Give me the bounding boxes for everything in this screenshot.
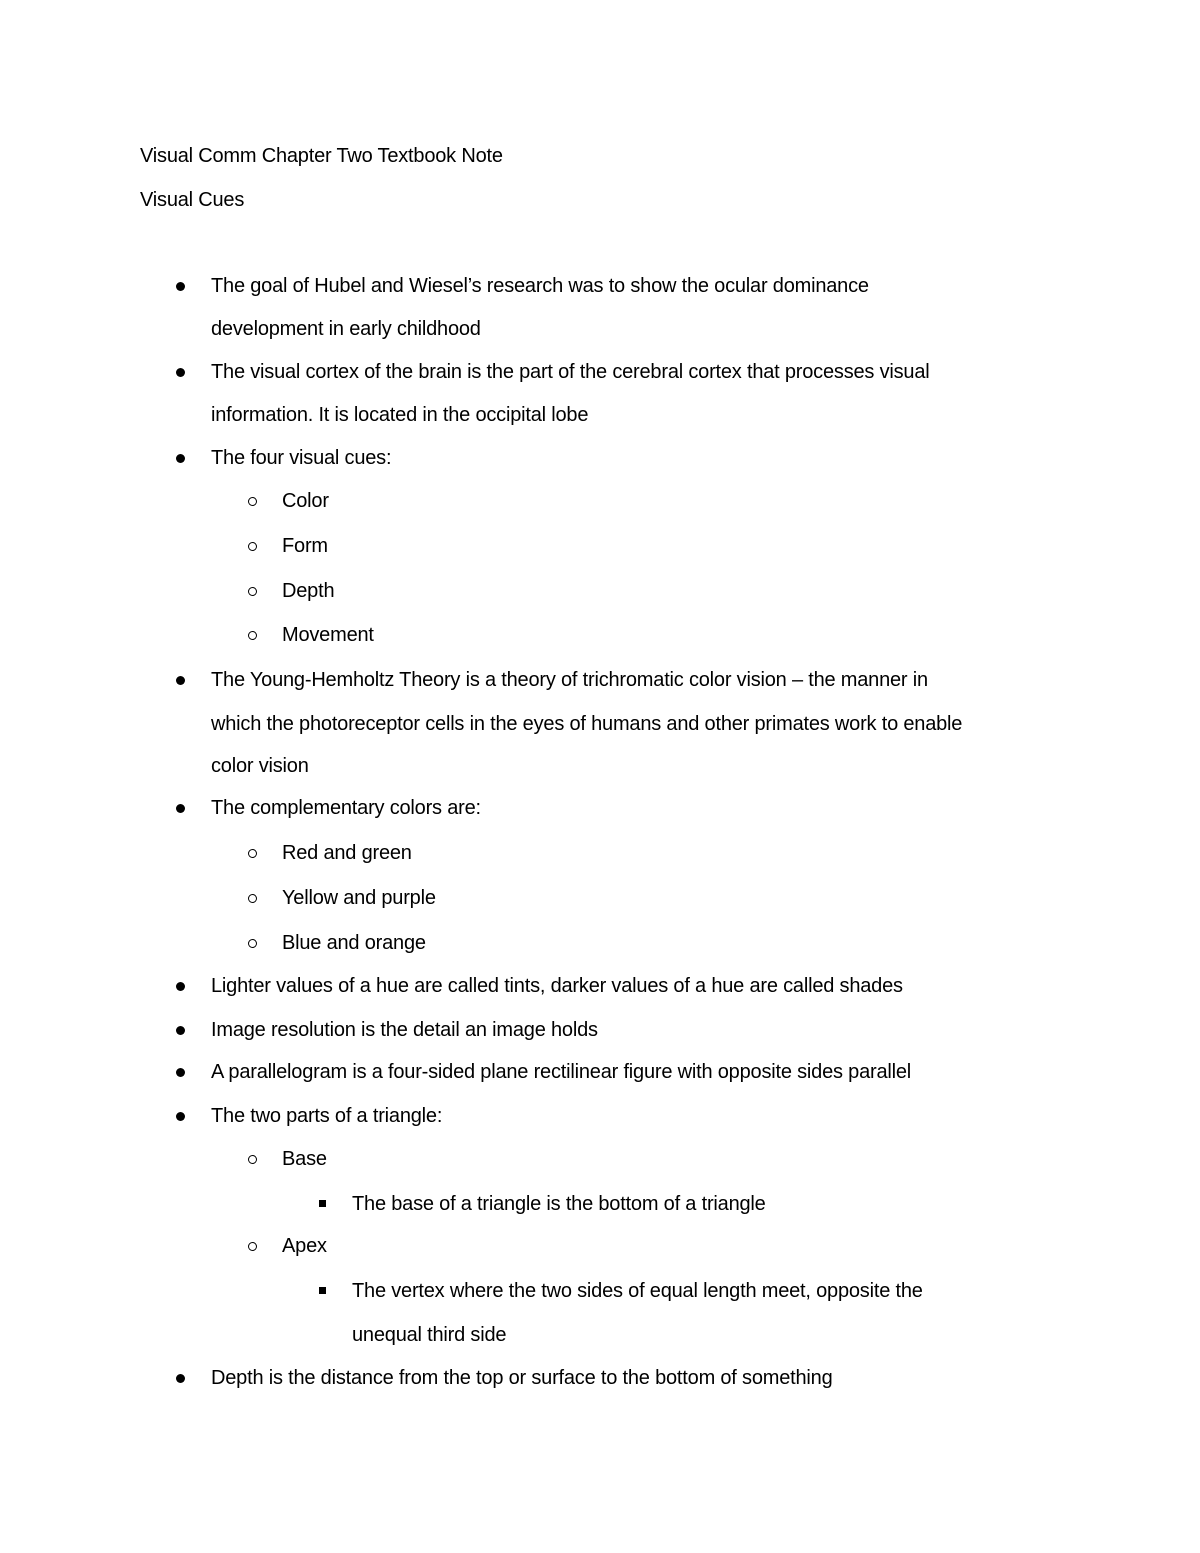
document-subtitle: Visual Cues: [140, 189, 245, 211]
bullet-icon: [176, 982, 185, 991]
sub-list-item-text: Red and green: [282, 842, 412, 864]
list-item-text: information. It is located in the occipital lobe: [211, 404, 589, 426]
square-bullet-icon: [319, 1200, 326, 1207]
square-bullet-icon: [319, 1287, 326, 1294]
bullet-icon: [176, 368, 185, 377]
list-item-text: The visual cortex of the brain is the part of the cerebral cortex that processes visual: [211, 361, 930, 383]
list-item-text: The four visual cues:: [211, 447, 392, 469]
sub-sub-list-item-text: The base of a triangle is the bottom of a triangle: [352, 1193, 766, 1215]
bullet-icon: [176, 1112, 185, 1121]
bullet-icon: [176, 1068, 185, 1077]
sub-list-item-text: Blue and orange: [282, 932, 426, 954]
bullet-icon: [176, 1026, 185, 1035]
bullet-icon: [176, 454, 185, 463]
sub-list-item-text: Movement: [282, 624, 374, 646]
sub-sub-list-item-text: The vertex where the two sides of equal length meet, opposite the: [352, 1280, 923, 1302]
bullet-icon: [176, 804, 185, 813]
list-item-text: The complementary colors are:: [211, 797, 481, 819]
list-item-text: color vision: [211, 755, 309, 777]
bullet-icon: [176, 282, 185, 291]
list-item-text: Depth is the distance from the top or surface to the bottom of something: [211, 1367, 833, 1389]
circle-bullet-icon: [248, 497, 257, 506]
sub-list-item-text: Depth: [282, 580, 335, 602]
sub-list-item-text: Base: [282, 1148, 327, 1170]
circle-bullet-icon: [248, 939, 257, 948]
bullet-icon: [176, 1374, 185, 1383]
list-item-text: which the photoreceptor cells in the eyes of humans and other primates work to enable: [211, 713, 963, 735]
list-item-text: Lighter values of a hue are called tints, darker values of a hue are called shades: [211, 975, 903, 997]
circle-bullet-icon: [248, 1242, 257, 1251]
list-item-text: The two parts of a triangle:: [211, 1105, 443, 1127]
list-item-text: The goal of Hubel and Wiesel’s research was to show the ocular dominance: [211, 275, 869, 297]
sub-list-item-text: Form: [282, 535, 328, 557]
circle-bullet-icon: [248, 542, 257, 551]
list-item-text: Image resolution is the detail an image holds: [211, 1019, 598, 1041]
list-item-text: development in early childhood: [211, 318, 481, 340]
sub-sub-list-item-text: unequal third side: [352, 1324, 507, 1346]
circle-bullet-icon: [248, 587, 257, 596]
circle-bullet-icon: [248, 894, 257, 903]
sub-list-item-text: Yellow and purple: [282, 887, 436, 909]
circle-bullet-icon: [248, 631, 257, 640]
circle-bullet-icon: [248, 849, 257, 858]
list-item-text: A parallelogram is a four-sided plane rectilinear figure with opposite sides parallel: [211, 1061, 912, 1083]
bullet-icon: [176, 676, 185, 685]
list-item-text: The Young-Hemholtz Theory is a theory of trichromatic color vision – the manner in: [211, 669, 928, 691]
sub-list-item-text: Color: [282, 490, 329, 512]
circle-bullet-icon: [248, 1155, 257, 1164]
sub-list-item-text: Apex: [282, 1235, 327, 1257]
document-title: Visual Comm Chapter Two Textbook Note: [140, 145, 503, 167]
